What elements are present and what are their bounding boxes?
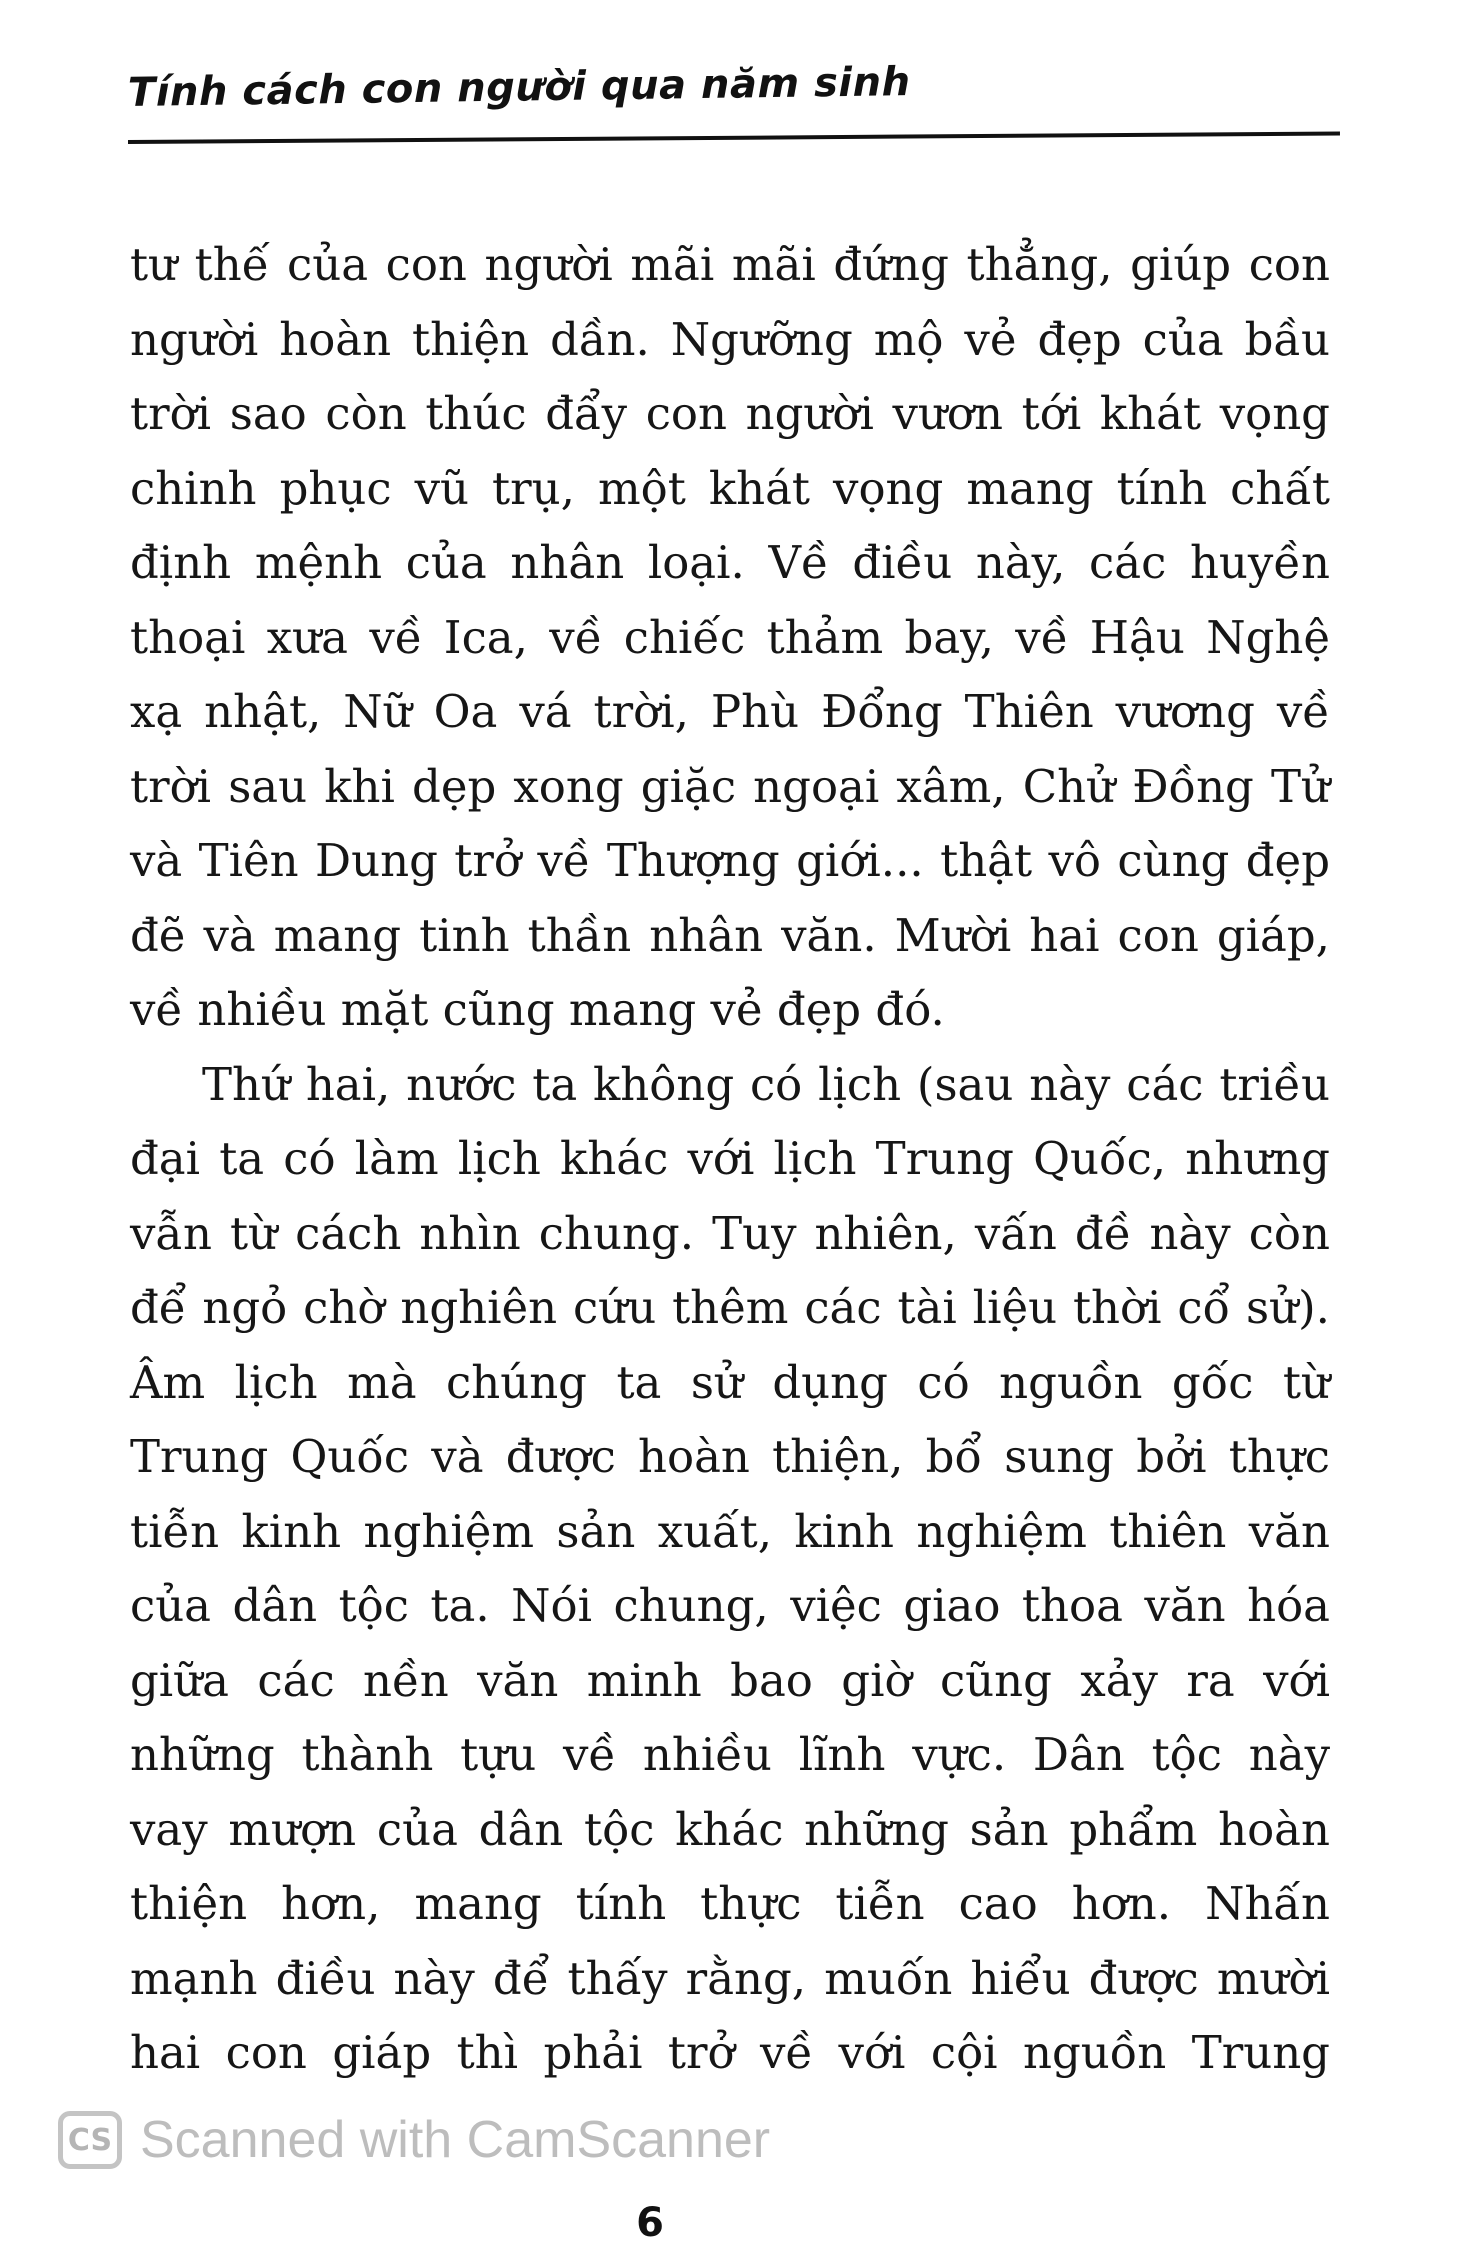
text-line: xạ nhật, Nữ Oa vá trời, Phù Đổng Thiên vương về xyxy=(130,685,1330,738)
text-line: Trung Quốc và được hoàn thiện, bổ sung bởi thực xyxy=(130,1430,1330,1483)
text-line: Âm lịch mà chúng ta sử dụng có nguồn gốc từ xyxy=(130,1355,1330,1409)
text-line: đại ta có làm lịch khác với lịch Trung Quốc, nhưng xyxy=(130,1132,1330,1185)
text-line: hai con giáp thì phải trở về với cội nguồn Trung xyxy=(130,2026,1330,2079)
paragraph-end-line: về nhiều mặt cũng mang vẻ đẹp đó. xyxy=(130,983,945,1036)
text-line: trời sao còn thúc đẩy con người vươn tới khát vọng xyxy=(130,387,1330,440)
text-line: của dân tộc ta. Nói chung, việc giao thoa văn hóa xyxy=(130,1579,1330,1632)
text-line: trời sau khi dẹp xong giặc ngoại xâm, Chử Đồng Tử xyxy=(130,759,1330,813)
watermark-text: Scanned with CamScanner xyxy=(140,2111,771,2169)
text-line: và Tiên Dung trở về Thượng giới... thật vô cùng đẹp xyxy=(130,834,1330,887)
text-line: tiễn kinh nghiệm sản xuất, kinh nghiệm thiên văn xyxy=(130,1504,1330,1558)
text-line: chinh phục vũ trụ, một khát vọng mang tính chất xyxy=(130,461,1330,515)
text-line: vẫn từ cách nhìn chung. Tuy nhiên, vấn đề này còn xyxy=(130,1206,1330,1260)
text-line: tư thế của con người mãi mãi đứng thẳng, giúp con xyxy=(130,238,1330,291)
text-line: mạnh điều này để thấy rằng, muốn hiểu được mười xyxy=(130,1951,1330,2005)
text-line: những thành tựu về nhiều lĩnh vực. Dân tộc này xyxy=(130,1728,1330,1781)
running-header-title: Tính cách con người qua năm sinh xyxy=(127,59,911,116)
page-number: 6 xyxy=(636,2200,664,2246)
camscanner-logo-icon: CS xyxy=(58,2111,122,2169)
text-line: vay mượn của dân tộc khác những sản phẩm hoàn xyxy=(130,1802,1330,1856)
paragraph-start-line: Thứ hai, nước ta không có lịch (sau này các triều xyxy=(202,1057,1330,1111)
header-divider xyxy=(128,132,1340,144)
text-line: để ngỏ chờ nghiên cứu thêm các tài liệu thời cổ sử). xyxy=(130,1281,1330,1334)
text-line: thoại xưa về Ica, về chiếc thảm bay, về Hậu Nghệ xyxy=(130,610,1330,664)
text-line: thiện hơn, mang tính thực tiễn cao hơn. Nhấn xyxy=(130,1877,1330,1930)
text-line: giữa các nền văn minh bao giờ cũng xảy ra với xyxy=(130,1653,1330,1707)
text-line: định mệnh của nhân loại. Về điều này, các huyền xyxy=(130,536,1330,589)
text-line: người hoàn thiện dần. Ngưỡng mộ vẻ đẹp của bầu xyxy=(130,312,1330,366)
camscanner-watermark xyxy=(58,2110,770,2170)
text-line: đẽ và mang tinh thần nhân văn. Mười hai con giáp, xyxy=(130,908,1330,962)
body-text xyxy=(130,228,1330,2091)
